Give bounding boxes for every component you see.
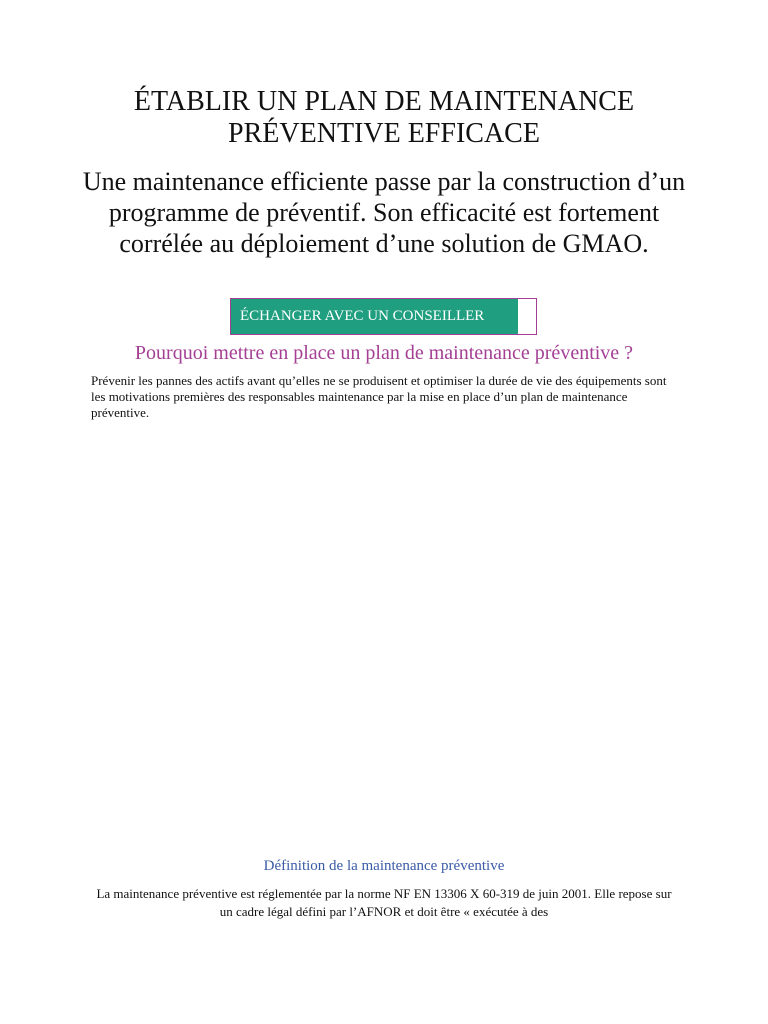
section-text-why: Prévenir les pannes des actifs avant qu’elles ne se produisent et optimiser la durée de vie des équipements sont les motivations premières des responsables maintenance par la mise en place d’un plan de maintenance préventive. bbox=[91, 373, 667, 420]
section-heading-why: Pourquoi mettre en place un plan de maintenance préventive ? bbox=[134, 342, 634, 364]
contact-advisor-button[interactable]: ÉCHANGER AVEC UN CONSEILLER bbox=[231, 299, 518, 334]
page-title: ÉTABLIR UN PLAN DE MAINTENANCE PRÉVENTIVE EFFICACE bbox=[133, 86, 635, 149]
section-heading-definition: Définition de la maintenance préventive bbox=[263, 858, 505, 874]
cta-frame bbox=[230, 298, 537, 335]
intro-paragraph: Une maintenance efficiente passe par la construction d’un programme de préventif. Son efficacité est fortement corrélée au déploiement d’une solution de GMAO. bbox=[82, 167, 686, 258]
section-text-definition: La maintenance préventive est réglementée par la norme NF EN 13306 X 60-319 de juin 2001. Elle repose sur un cadre légal défini par l’AFNOR et doit être « exécutée à des bbox=[96, 886, 672, 919]
